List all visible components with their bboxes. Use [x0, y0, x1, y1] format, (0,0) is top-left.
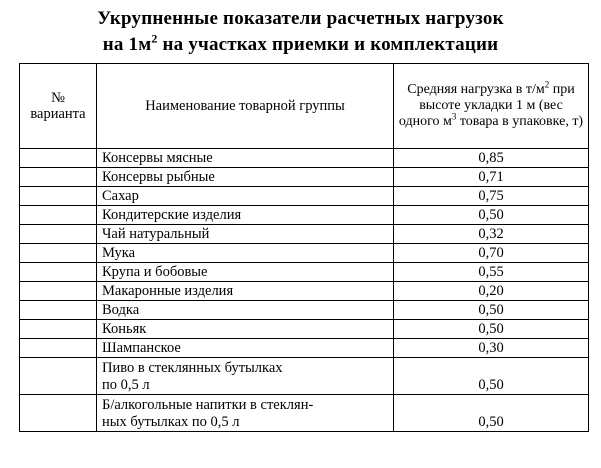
table-row: [20, 358, 589, 395]
product-name-cell: Чай натуральный: [97, 225, 394, 244]
product-name-cell: Мука: [97, 244, 394, 263]
variant-cell: [20, 263, 97, 282]
load-value-cell: 0,32: [394, 225, 589, 244]
title-line-2-prefix: на 1м: [102, 34, 152, 55]
variant-cell: [20, 320, 97, 339]
load-value-cell: 0,50: [394, 301, 589, 320]
header-load-sup-1: 2: [544, 79, 550, 90]
load-value-cell: 0,50: [394, 206, 589, 225]
variant-cell: [20, 301, 97, 320]
load-value-cell: 0,50: [394, 320, 589, 339]
table-row: [20, 301, 589, 320]
header-variant-number: [20, 64, 97, 149]
table-row: [20, 282, 589, 301]
product-name-line-1: Б/алкогольные напитки в стеклян-: [102, 397, 314, 413]
variant-cell: [20, 225, 97, 244]
table-row: [20, 149, 589, 168]
variant-cell: [20, 206, 97, 225]
load-indicators-table: [19, 63, 589, 432]
variant-cell: [20, 395, 97, 432]
product-name-cell: Шампанское: [97, 339, 394, 358]
load-value-cell: 0,30: [394, 339, 589, 358]
header-load-text-2: при высоте укладки 1 м (вес одного м: [398, 82, 575, 129]
product-name-cell: Сахар: [97, 187, 394, 206]
table-header-row: [20, 64, 589, 149]
table-row: [20, 244, 589, 263]
product-name-line-2: по 0,5 л: [102, 377, 150, 393]
document-title: [0, 6, 601, 58]
product-name-cell: Коньяк: [97, 320, 394, 339]
load-value-cell: 0,71: [394, 168, 589, 187]
variant-cell: [20, 358, 97, 395]
table-row: [20, 263, 589, 282]
title-line-1: Укрупненные показатели расчетных нагрузок: [97, 8, 504, 29]
product-name-cell: [97, 358, 394, 395]
variant-cell: [20, 244, 97, 263]
table-row: [20, 339, 589, 358]
product-name-cell: Водка: [97, 301, 394, 320]
header-load-text-1: Средняя нагрузка в т/м: [407, 82, 545, 97]
table-row: [20, 320, 589, 339]
header-product-group: Наименование товарной группы: [97, 64, 394, 149]
load-value-cell: 0,70: [394, 244, 589, 263]
title-superscript: 2: [151, 31, 158, 46]
variant-cell: [20, 187, 97, 206]
product-name-cell: [97, 395, 394, 432]
header-load-sup-2: 3: [451, 111, 457, 122]
product-name-cell: Консервы мясные: [97, 149, 394, 168]
load-value-cell: 0,85: [394, 149, 589, 168]
load-value-cell: 0,50: [394, 358, 589, 395]
product-name-line-2: ных бутылках по 0,5 л: [102, 414, 240, 430]
table-row: [20, 168, 589, 187]
variant-cell: [20, 149, 97, 168]
table-row: [20, 187, 589, 206]
load-value-cell: 0,50: [394, 395, 589, 432]
product-name-cell: Макаронные изделия: [97, 282, 394, 301]
product-name-cell: Крупа и бобовые: [97, 263, 394, 282]
header-number-sign: №: [51, 90, 65, 106]
load-value-cell: 0,75: [394, 187, 589, 206]
product-name-cell: Кондитерские изделия: [97, 206, 394, 225]
title-line-2-suffix: на участках приемки и комплектации: [157, 34, 499, 55]
table-row: [20, 206, 589, 225]
product-name-line-1: Пиво в стеклянных бутылках: [102, 360, 283, 376]
header-load-text-3: товара в упаковке, т): [456, 114, 584, 129]
load-value-cell: 0,55: [394, 263, 589, 282]
load-value-cell: 0,20: [394, 282, 589, 301]
variant-cell: [20, 282, 97, 301]
table-row: [20, 395, 589, 432]
header-variant-label: варианта: [30, 106, 86, 122]
variant-cell: [20, 168, 97, 187]
product-name-cell: Консервы рыбные: [97, 168, 394, 187]
header-average-load: [394, 64, 589, 149]
table-row: [20, 225, 589, 244]
title-line-2: [0, 32, 601, 58]
variant-cell: [20, 339, 97, 358]
